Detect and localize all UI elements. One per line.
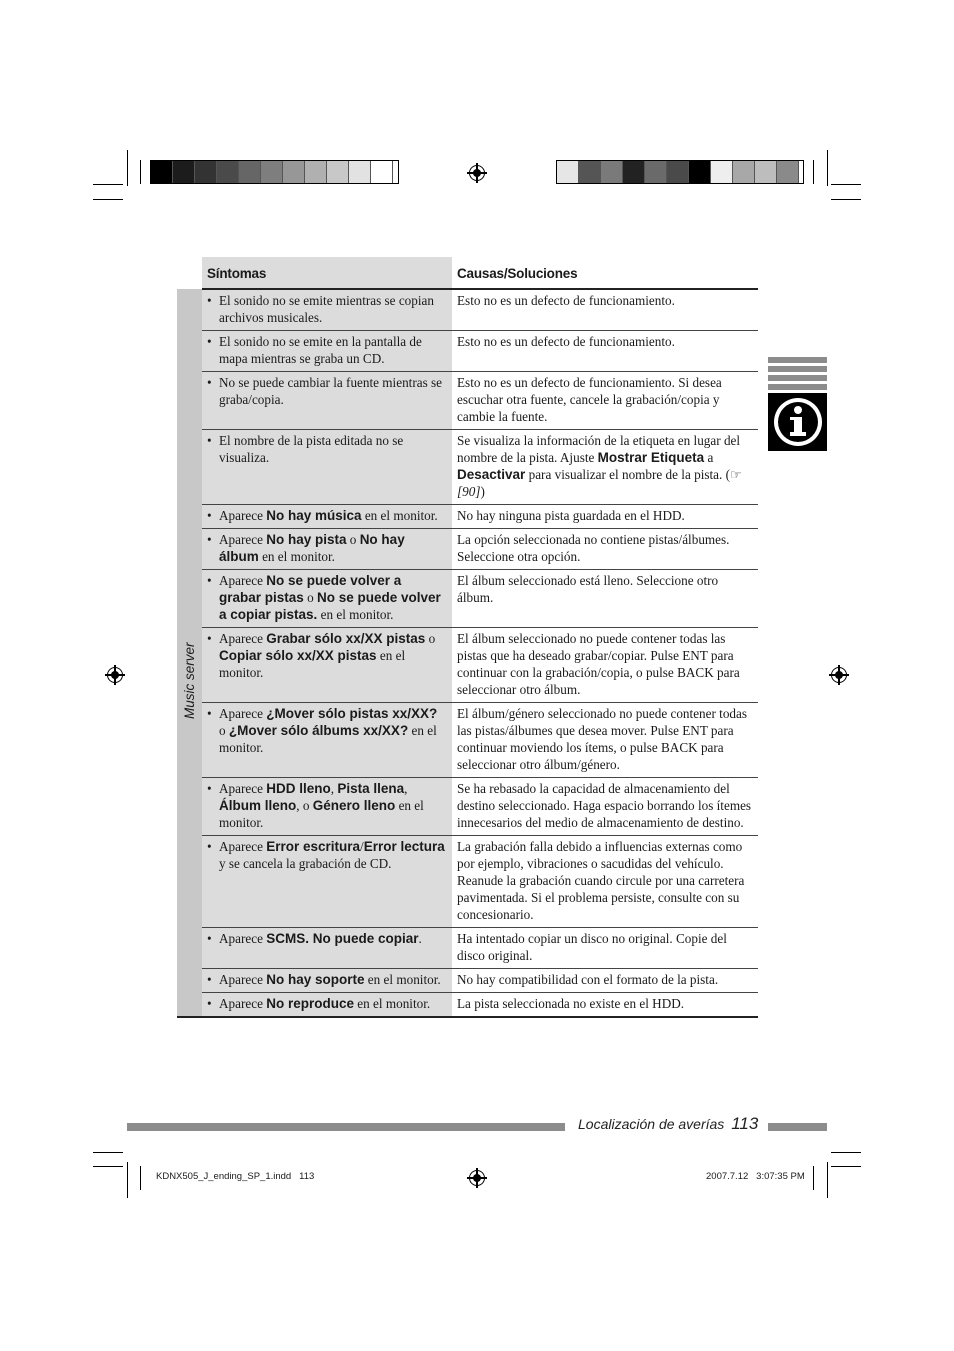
file-info: KDNX505_J_ending_SP_1.indd 113	[156, 1171, 315, 1182]
symptom-cell	[202, 505, 452, 529]
symptom-cell	[202, 778, 452, 836]
cause-cell: Se visualiza la información de la etiqueta en lugar del nombre de la pista. Ajuste Mostrar Etiqueta a Desactivar para visualizar el nombre de la pista. (☞ [90])	[452, 430, 758, 505]
cause-cell: Esto no es un defecto de funcionamiento.	[452, 289, 758, 331]
symptom-text: El sonido no se emite mientras se copian archivos musicales.	[219, 293, 434, 325]
cause-cell: Esto no es un defecto de funcionamiento.	[452, 331, 758, 372]
keyword-text: No hay soporte	[266, 972, 365, 987]
symptom-cell	[202, 529, 452, 570]
crop-mark	[831, 199, 861, 200]
symptom-cell	[202, 928, 452, 969]
footer-bar-left	[127, 1123, 565, 1131]
cause-cell: No hay compatibilidad con el formato de la pista.	[452, 969, 758, 993]
table-row	[177, 430, 758, 505]
crop-mark	[813, 160, 814, 184]
table-row	[177, 505, 758, 529]
table-row	[177, 969, 758, 993]
symptom-text: Aparece No hay pista o No hay álbum en el monitor.	[219, 532, 405, 564]
symptom-cell	[202, 969, 452, 993]
symptom-text: Aparece No hay soporte en el monitor.	[219, 972, 441, 987]
symptom-text: Aparece Error escritura/Error lectura y se cancela la grabación de CD.	[219, 839, 445, 871]
symptom-text: El nombre de la pista editada no se visualiza.	[219, 433, 404, 465]
symptom-text: Aparece ¿Mover sólo pistas xx/XX? o ¿Mover sólo álbums xx/XX? en el monitor.	[219, 706, 438, 755]
cause-cell: Ha intentado copiar un disco no original. Copie del disco original.	[452, 928, 758, 969]
header-spacer	[177, 257, 202, 289]
print-timestamp: 2007.7.12 3:07:35 PM	[706, 1171, 805, 1182]
registration-mark-icon	[107, 667, 123, 683]
crop-mark	[140, 160, 141, 184]
keyword-text: Error lectura	[363, 839, 445, 854]
bullet-icon: •	[207, 631, 212, 646]
cause-cell: El álbum seleccionado está lleno. Seleccione otro álbum.	[452, 570, 758, 628]
table-row	[177, 928, 758, 969]
symptom-cell	[202, 836, 452, 928]
symptom-text: El sonido no se emite en la pantalla de mapa mientras se graba un CD.	[219, 334, 422, 366]
symptom-cell	[202, 993, 452, 1018]
keyword-text: HDD lleno	[266, 781, 331, 796]
symptom-text: Aparece No se puede volver a grabar pistas o No se puede volver a copiar pistas. en el monitor.	[219, 573, 441, 622]
table-row	[177, 372, 758, 430]
footer-bar-right	[768, 1123, 827, 1131]
keyword-text: No se puede volver a copiar pistas.	[219, 590, 441, 622]
bullet-icon: •	[207, 931, 212, 946]
table-row	[177, 703, 758, 778]
symptom-text: No se puede cambiar la fuente mientras se graba/copia.	[219, 375, 442, 407]
section-name: Localización de averías	[578, 1116, 725, 1132]
keyword-text: No se puede volver a grabar pistas	[219, 573, 402, 605]
keyword-text: SCMS. No puede copiar	[266, 931, 419, 946]
crop-mark	[93, 184, 123, 185]
keyword-text: Grabar sólo xx/XX pistas	[266, 631, 426, 646]
registration-mark-icon	[831, 667, 847, 683]
bullet-icon: •	[207, 781, 212, 796]
cause-cell: El álbum/género seleccionado no puede contener todas las pistas/álbumes que desea mover. Pulse ENT para continuar moviendo los ítems, o pulse BACK para seleccionar otro álbum/género.	[452, 703, 758, 778]
footer-section-title	[578, 1114, 758, 1134]
keyword-text: Error escritura	[266, 839, 361, 854]
section-tab	[768, 357, 827, 451]
keyword-text: No hay pista	[266, 532, 347, 547]
crop-mark	[127, 1162, 128, 1198]
color-bar-right	[556, 160, 804, 184]
registration-mark-icon	[469, 1170, 485, 1186]
bullet-icon: •	[207, 996, 212, 1011]
crop-mark	[140, 1166, 141, 1190]
cause-cell: La pista seleccionada no existe en el HDD.	[452, 993, 758, 1018]
crop-mark	[831, 1166, 861, 1167]
symptom-cell	[202, 628, 452, 703]
keyword-text: No hay música	[266, 508, 362, 523]
bullet-icon: •	[207, 532, 212, 547]
cause-cell: Esto no es un defecto de funcionamiento. Si desea escuchar otra fuente, cancele la grabación/copia y cambie la fuente.	[452, 372, 758, 430]
keyword-text: Copiar sólo xx/XX pistas	[219, 648, 377, 663]
crop-mark	[827, 150, 828, 186]
bullet-icon: •	[207, 508, 212, 523]
page-reference: [90]	[457, 484, 481, 499]
keyword-text: No hay álbum	[219, 532, 405, 564]
table-row	[177, 993, 758, 1018]
symptom-cell	[202, 703, 452, 778]
table-row	[177, 570, 758, 628]
crop-mark	[827, 1162, 828, 1198]
keyword-text: Pista llena	[337, 781, 405, 796]
cause-cell: La opción seleccionada no contiene pistas/álbumes. Seleccione otra opción.	[452, 529, 758, 570]
table-row	[177, 778, 758, 836]
keyword-text: No reproduce	[266, 996, 354, 1011]
crop-mark	[93, 1152, 123, 1153]
header-causes: Causas/Soluciones	[452, 257, 758, 289]
bullet-icon: •	[207, 839, 212, 854]
symptom-text: Aparece No reproduce en el monitor.	[219, 996, 431, 1011]
keyword-text: ¿Mover sólo álbums xx/XX?	[228, 723, 409, 738]
keyword-text: Mostrar Etiqueta	[597, 450, 705, 465]
bullet-icon: •	[207, 293, 212, 308]
keyword-text: Género lleno	[312, 798, 396, 813]
symptom-text: Aparece HDD lleno, Pista llena, Álbum lleno, o Género lleno en el monitor.	[219, 781, 424, 830]
cause-cell: La grabación falla debido a influencias externas como por ejemplo, vibraciones o sacudidas del vehículo. Reanude la grabación cuando circule por una carretera pavimentada. Si el problema persiste, consulte con su concesionario.	[452, 836, 758, 928]
bullet-icon: •	[207, 375, 212, 390]
crop-mark	[127, 150, 128, 186]
symptom-cell	[202, 331, 452, 372]
keyword-text: Álbum lleno	[219, 798, 297, 813]
table-header	[177, 257, 758, 289]
bullet-icon: •	[207, 972, 212, 987]
crop-mark	[831, 184, 861, 185]
side-label-cell	[177, 289, 202, 1017]
table-row	[177, 529, 758, 570]
info-icon	[768, 393, 827, 451]
keyword-text: Desactivar	[457, 467, 526, 482]
crop-mark	[93, 199, 123, 200]
symptom-cell	[202, 372, 452, 430]
symptom-cell	[202, 430, 452, 505]
keyword-text: ¿Mover sólo pistas xx/XX?	[266, 706, 438, 721]
table-row	[177, 836, 758, 928]
table-row	[177, 289, 758, 331]
bullet-icon: •	[207, 334, 212, 349]
cause-cell: Se ha rebasado la capacidad de almacenamiento del destino seleccionado. Haga espacio borrando los ítemes innecesarios del medio de almacenamiento de destino.	[452, 778, 758, 836]
header-symptoms: Síntomas	[202, 257, 452, 289]
cause-cell: No hay ninguna pista guardada en el HDD.	[452, 505, 758, 529]
crop-mark	[813, 1166, 814, 1190]
bullet-icon: •	[207, 573, 212, 588]
symptom-text: Aparece No hay música en el monitor.	[219, 508, 438, 523]
bullet-icon: •	[207, 706, 212, 721]
symptom-cell	[202, 289, 452, 331]
symptom-text: Aparece SCMS. No puede copiar.	[219, 931, 422, 946]
symptom-text: Aparece Grabar sólo xx/XX pistas o Copiar sólo xx/XX pistas en el monitor.	[219, 631, 436, 680]
side-label: Music server	[182, 642, 197, 719]
bullet-icon: •	[207, 433, 212, 448]
crop-mark	[93, 1166, 123, 1167]
crop-mark	[831, 1152, 861, 1153]
color-bar-left	[150, 160, 399, 184]
page-number: 113	[731, 1114, 759, 1133]
symptom-cell	[202, 570, 452, 628]
troubleshooting-table	[177, 257, 758, 1018]
cause-cell: El álbum seleccionado no puede contener todas las pistas que ha deseado grabar/copiar. Pulse ENT para continuar con la grabación/copia, o pulse BACK para seleccionar otro álbum.	[452, 628, 758, 703]
table-row	[177, 331, 758, 372]
table-row	[177, 628, 758, 703]
registration-mark-icon	[469, 165, 485, 181]
